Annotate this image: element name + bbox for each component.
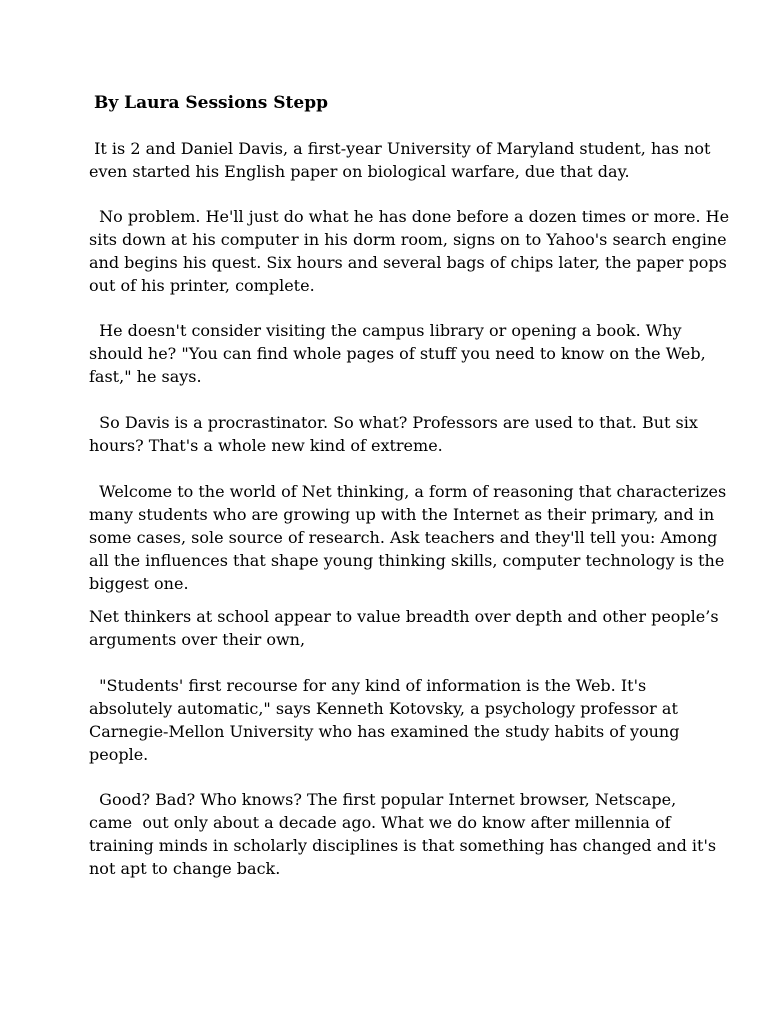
text-line: biggest one.: [89, 574, 189, 593]
text-line: No problem. He'll just do what he has done before a dozen times or more. He: [89, 207, 730, 226]
text-line: "Students' first recourse for any kind of information is the Web. It's: [89, 676, 647, 695]
text-line: people.: [89, 745, 149, 764]
paragraph-3: [89, 319, 706, 388]
text-line: should he? "You can find whole pages of stuff you need to know on the Web,: [89, 344, 706, 363]
text-line: fast," he says.: [89, 367, 202, 386]
text-line: all the influences that shape young thinking skills, computer technology is the: [89, 551, 725, 570]
text-line: came out only about a decade ago. What we do know after millennia of: [89, 813, 671, 832]
text-line: training minds in scholarly disciplines is that something has changed and it's: [89, 836, 717, 855]
byline: By Laura Sessions Stepp: [94, 93, 328, 113]
text-line: It is 2 and Daniel Davis, a first-year University of Maryland student, has not: [89, 139, 711, 158]
paragraph-4: [89, 411, 698, 457]
paragraph-6: [89, 605, 719, 651]
text-line: So Davis is a procrastinator. So what? Professors are used to that. But six: [89, 413, 698, 432]
text-line: absolutely automatic," says Kenneth Kotovsky, a psychology professor at: [89, 699, 678, 718]
paragraph-1: [89, 137, 711, 183]
text-line: even started his English paper on biological warfare, due that day.: [89, 162, 630, 181]
text-line: Welcome to the world of Net thinking, a form of reasoning that characterizes: [89, 482, 727, 501]
text-line: hours? That's a whole new kind of extreme.: [89, 436, 443, 455]
text-line: some cases, sole source of research. Ask teachers and they'll tell you: Among: [89, 528, 718, 547]
paragraph-2: [89, 205, 730, 297]
text-line: Carnegie-Mellon University who has examined the study habits of young: [89, 722, 680, 741]
paragraph-8: [89, 788, 717, 880]
text-line: many students who are growing up with the Internet as their primary, and in: [89, 505, 715, 524]
text-line: arguments over their own,: [89, 630, 306, 649]
text-line: He doesn't consider visiting the campus library or opening a book. Why: [89, 321, 682, 340]
text-line: Good? Bad? Who knows? The first popular Internet browser, Netscape,: [89, 790, 677, 809]
text-line: out of his printer, complete.: [89, 276, 315, 295]
text-line: sits down at his computer in his dorm room, signs on to Yahoo's search engine: [89, 230, 727, 249]
text-line: and begins his quest. Six hours and several bags of chips later, the paper pops: [89, 253, 727, 272]
paragraph-5: [89, 480, 727, 595]
text-line: not apt to change back.: [89, 859, 281, 878]
text-line: Net thinkers at school appear to value breadth over depth and other people’s: [89, 607, 719, 626]
paragraph-7: [89, 674, 689, 766]
